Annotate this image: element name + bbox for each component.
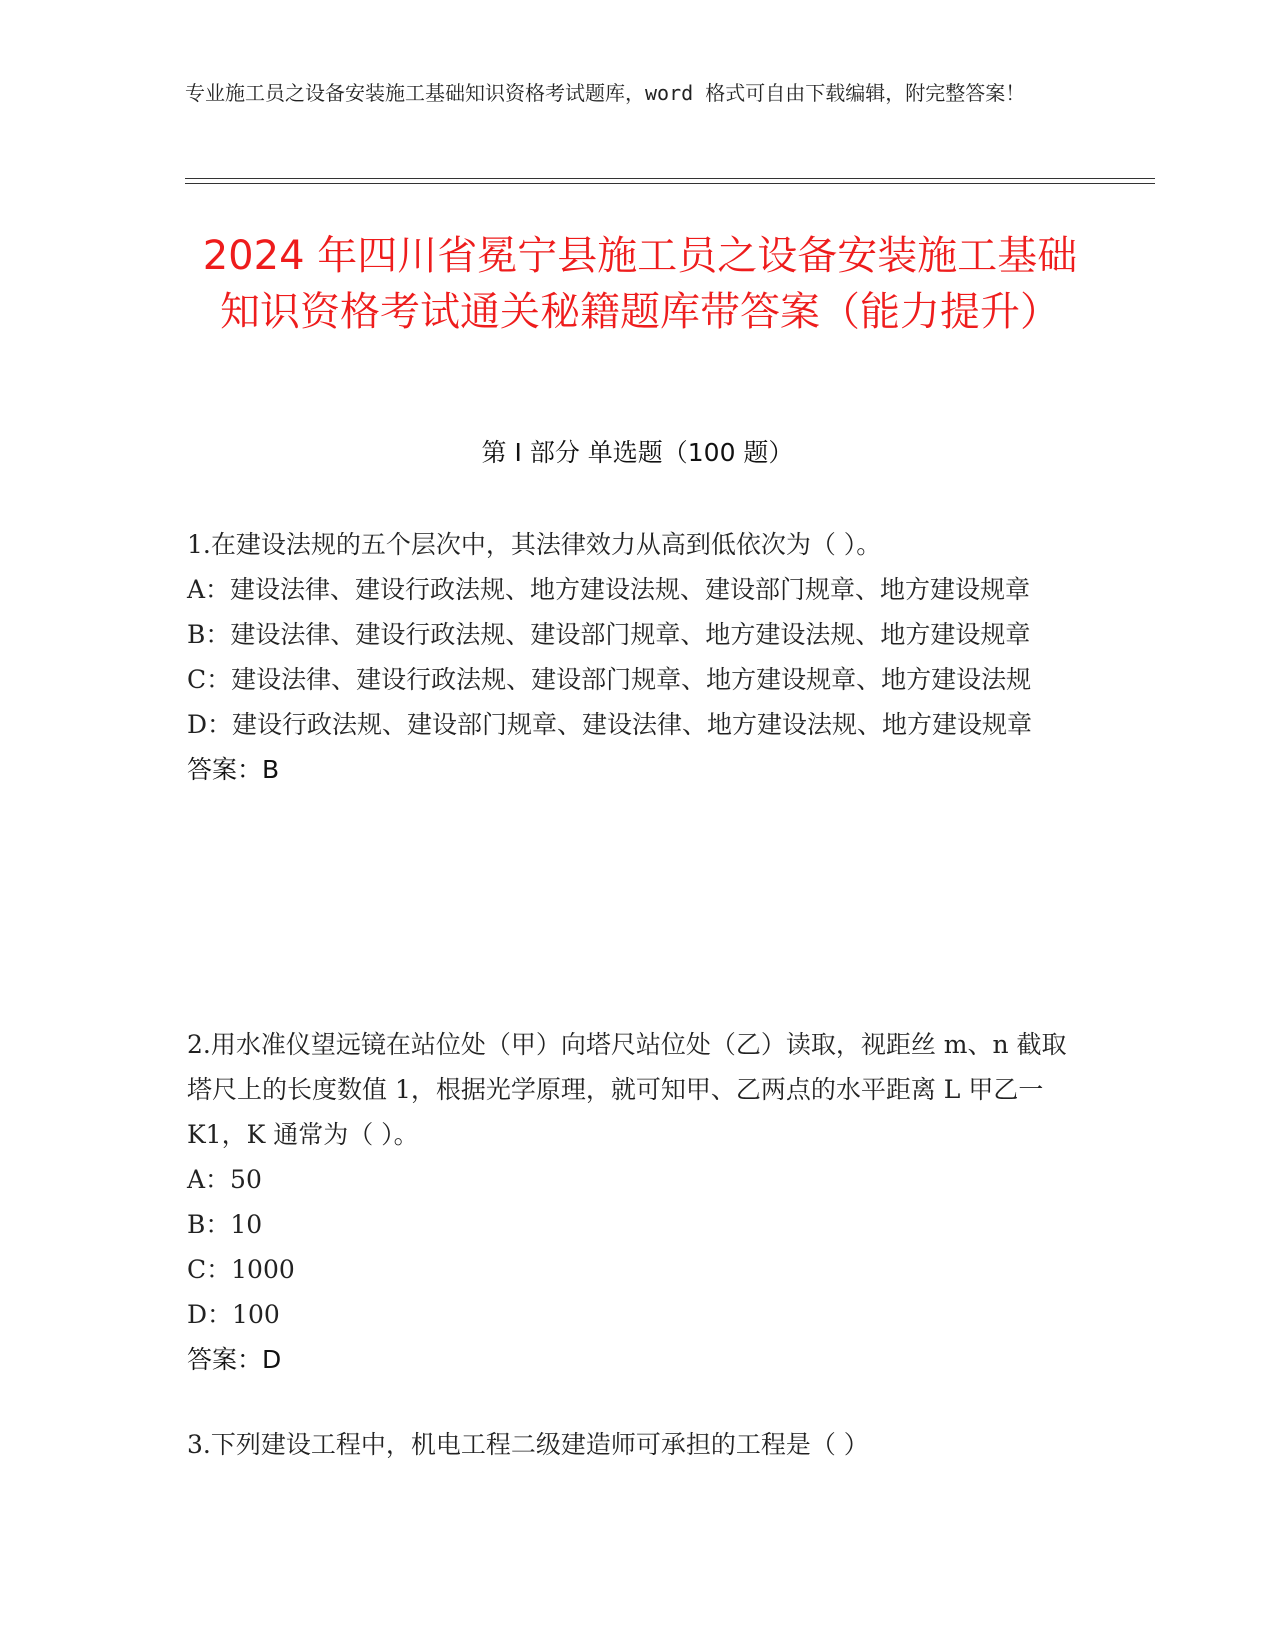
option-b: B：建设法律、建设行政法规、建设部门规章、地方建设法规、地方建设规章	[187, 620, 1031, 649]
question-stem: 1.在建设法规的五个层次中，其法律效力从高到低依次为（ ）。	[187, 530, 882, 559]
option-c: C：建设法律、建设行政法规、建设部门规章、地方建设规章、地方建设法规	[187, 665, 1032, 694]
option-d: D：建设行政法规、建设部门规章、建设法律、地方建设法规、地方建设规章	[187, 710, 1033, 739]
option-c: C：1000	[187, 1255, 295, 1284]
option-a: A：建设法律、建设行政法规、地方建设法规、建设部门规章、地方建设规章	[187, 575, 1031, 604]
header-note: 专业施工员之设备安装施工基础知识资格考试题库，word 格式可自由下载编辑，附完整答案！	[185, 81, 1026, 105]
question-stem: 2.用水准仪望远镜在站位处（甲）向塔尺站位处（乙）读取，视距丝 m、n 截取塔尺上的长度数值 1，根据光学原理，就可知甲、乙两点的水平距离 L 甲乙一 K1，K 通常为（ ）。	[187, 1030, 1067, 1149]
document-title: 2024 年四川省冕宁县施工员之设备安装施工基础知识资格考试通关秘籍题库带答案（能力提升）	[202, 233, 1078, 335]
option-b: B：10	[187, 1210, 263, 1239]
option-a: A：50	[187, 1165, 262, 1194]
question-2	[187, 1022, 1082, 1382]
header-divider-double	[185, 183, 1155, 184]
question-3	[187, 1422, 1082, 1467]
answer: 答案：D	[187, 1345, 282, 1374]
answer: 答案：B	[187, 755, 280, 784]
question-stem: 3.下列建设工程中，机电工程二级建造师可承担的工程是（ ）	[187, 1430, 869, 1459]
question-1	[187, 522, 1082, 792]
section-heading: 第 I 部分 单选题（100 题）	[481, 438, 794, 467]
header-divider	[185, 178, 1155, 179]
option-d: D：100	[187, 1300, 280, 1329]
